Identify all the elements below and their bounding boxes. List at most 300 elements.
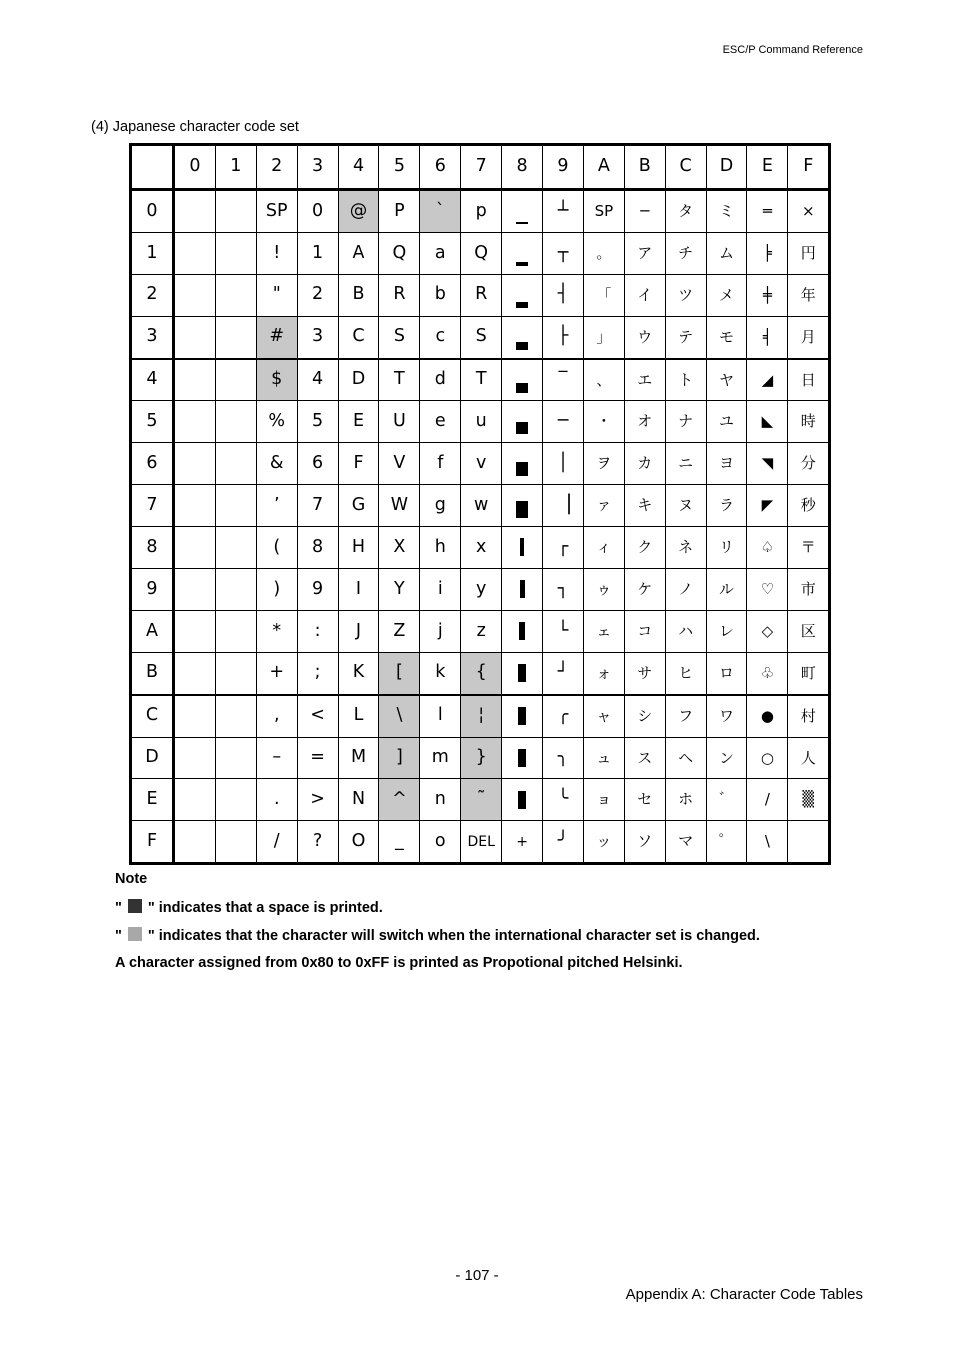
row-header: F [131, 821, 174, 864]
code-cell: l [420, 695, 461, 737]
code-cell: ッ [583, 821, 624, 864]
code-cell [502, 569, 543, 611]
code-cell: DEL [461, 821, 502, 864]
row-header: E [131, 779, 174, 821]
column-header: 8 [502, 145, 543, 190]
code-cell: ヨ [706, 443, 747, 485]
block-glyph-icon [518, 664, 526, 682]
code-cell: ロ [706, 652, 747, 694]
code-cell [174, 569, 216, 611]
column-header: 9 [543, 145, 584, 190]
code-cell: 「 [583, 274, 624, 316]
table-row [131, 401, 830, 443]
code-cell: 年 [788, 274, 830, 316]
code-cell: ン [706, 737, 747, 779]
code-cell: ┴ [543, 190, 584, 233]
code-cell: ◥ [747, 443, 788, 485]
code-cell: / [256, 821, 297, 864]
code-cell: U [379, 401, 420, 443]
code-cell: a [420, 232, 461, 274]
code-cell: レ [706, 610, 747, 652]
code-cell [502, 359, 543, 401]
note-switch-text: " indicates that the character will switch when the international character set is changed. [147, 928, 760, 944]
row-header: B [131, 652, 174, 694]
column-header: F [788, 145, 830, 190]
code-cell: ♤ [747, 527, 788, 569]
code-cell: Q [461, 232, 502, 274]
code-cell: 4 [297, 359, 338, 401]
row-header: 1 [131, 232, 174, 274]
code-cell: ミ [706, 190, 747, 233]
block-glyph-icon [516, 462, 528, 476]
row-header: 2 [131, 274, 174, 316]
corner-cell [131, 145, 174, 190]
block-glyph-icon [518, 791, 526, 809]
code-cell: C [338, 316, 379, 358]
row-header: 0 [131, 190, 174, 233]
code-cell: X [379, 527, 420, 569]
code-cell: ル [706, 569, 747, 611]
code-cell: 区 [788, 610, 830, 652]
code-cell: ╯ [543, 821, 584, 864]
code-cell [174, 190, 216, 233]
code-cell [174, 652, 216, 694]
code-cell: 5 [297, 401, 338, 443]
code-cell: < [297, 695, 338, 737]
code-cell: ヤ [706, 359, 747, 401]
table-row [131, 779, 830, 821]
row-header: 3 [131, 316, 174, 358]
code-cell [174, 316, 216, 358]
code-cell: ┐ [543, 569, 584, 611]
table-row [131, 359, 830, 401]
code-cell: \ [747, 821, 788, 864]
code-cell [215, 274, 256, 316]
code-cell: ァ [583, 485, 624, 527]
code-cell: R [461, 274, 502, 316]
code-cell: ♧ [747, 652, 788, 694]
code-cell: 1 [297, 232, 338, 274]
row-header: D [131, 737, 174, 779]
code-cell [502, 401, 543, 443]
code-cell: ュ [583, 737, 624, 779]
code-cell: ヌ [665, 485, 706, 527]
code-cell: ◤ [747, 485, 788, 527]
code-cell: ソ [624, 821, 665, 864]
block-glyph-icon [516, 302, 528, 308]
column-header: E [747, 145, 788, 190]
table-row [131, 485, 830, 527]
row-header: 7 [131, 485, 174, 527]
code-cell: イ [624, 274, 665, 316]
code-cell: ) [256, 569, 297, 611]
code-cell: ` [420, 190, 461, 233]
code-cell: \ [379, 695, 420, 737]
code-cell [215, 695, 256, 737]
code-cell: ォ [583, 652, 624, 694]
code-cell: K [338, 652, 379, 694]
column-header: 5 [379, 145, 420, 190]
code-cell: G [338, 485, 379, 527]
header-row [131, 145, 830, 190]
code-cell: S [461, 316, 502, 358]
code-cell: T [379, 359, 420, 401]
code-cell: > [297, 779, 338, 821]
column-header: 2 [256, 145, 297, 190]
code-cell: ア [624, 232, 665, 274]
code-cell: ├ [543, 316, 584, 358]
code-cell: テ [665, 316, 706, 358]
code-cell: ヘ [665, 737, 706, 779]
code-cell: ] [379, 737, 420, 779]
header-title: ESC/P Command Reference [722, 44, 863, 56]
code-cell [174, 443, 216, 485]
code-cell: h [420, 527, 461, 569]
code-cell: p [461, 190, 502, 233]
grey-swatch-icon [128, 927, 142, 941]
code-cell: [ [379, 652, 420, 694]
code-cell: フ [665, 695, 706, 737]
code-cell [215, 401, 256, 443]
column-header: D [706, 145, 747, 190]
code-cell: N [338, 779, 379, 821]
code-cell: ┘ [543, 652, 584, 694]
code-cell: オ [624, 401, 665, 443]
code-cell: ィ [583, 527, 624, 569]
code-cell: k [420, 652, 461, 694]
code-cell: B [338, 274, 379, 316]
code-cell: ! [256, 232, 297, 274]
code-cell: 0 [297, 190, 338, 233]
row-header: C [131, 695, 174, 737]
code-cell: ラ [706, 485, 747, 527]
column-header: 1 [215, 145, 256, 190]
code-cell: " [256, 274, 297, 316]
code-cell [174, 232, 216, 274]
code-cell [502, 695, 543, 737]
table-caption: (4) Japanese character code set [91, 119, 299, 135]
page-number: - 107 - [455, 1267, 499, 1284]
code-cell: SP [256, 190, 297, 233]
row-header: A [131, 610, 174, 652]
code-cell: ム [706, 232, 747, 274]
code-cell: チ [665, 232, 706, 274]
code-cell: ( [256, 527, 297, 569]
code-cell: f [420, 443, 461, 485]
note-helsinki: A character assigned from 0x80 to 0xFF is printed as Propotional pitched Helsinki. [115, 955, 683, 971]
code-cell: V [379, 443, 420, 485]
code-cell [215, 316, 256, 358]
code-cell: g [420, 485, 461, 527]
code-cell [215, 359, 256, 401]
block-glyph-icon [519, 622, 525, 640]
code-cell: ネ [665, 527, 706, 569]
code-cell [174, 359, 216, 401]
code-cell: _ [379, 821, 420, 864]
code-cell: ニ [665, 443, 706, 485]
code-cell: ─ [624, 190, 665, 233]
code-cell: m [420, 737, 461, 779]
code-cell: 秒 [788, 485, 830, 527]
code-cell: ナ [665, 401, 706, 443]
code-cell: ╭ [543, 695, 584, 737]
code-cell: エ [624, 359, 665, 401]
code-cell: 人 [788, 737, 830, 779]
code-cell: * [256, 610, 297, 652]
table-row [131, 190, 830, 233]
code-cell: w [461, 485, 502, 527]
footer-title: Appendix A: Character Code Tables [625, 1286, 863, 1303]
block-glyph-icon [518, 749, 526, 767]
code-cell [174, 821, 216, 864]
code-cell: ▒ [788, 779, 830, 821]
block-glyph-icon [516, 422, 528, 434]
column-header: 4 [338, 145, 379, 190]
code-cell: ウ [624, 316, 665, 358]
code-cell: + [256, 652, 297, 694]
code-cell: ╞ [747, 232, 788, 274]
code-cell: # [256, 316, 297, 358]
table-row [131, 232, 830, 274]
code-cell: ノ [665, 569, 706, 611]
code-cell: j [420, 610, 461, 652]
code-cell: ス [624, 737, 665, 779]
code-cell: コ [624, 610, 665, 652]
column-header: 6 [420, 145, 461, 190]
code-cell: Y [379, 569, 420, 611]
code-cell: セ [624, 779, 665, 821]
code-cell: 9 [297, 569, 338, 611]
code-cell: J [338, 610, 379, 652]
code-cell [502, 610, 543, 652]
table-row [131, 443, 830, 485]
code-cell: ゥ [583, 569, 624, 611]
code-cell: L [338, 695, 379, 737]
code-cell: ハ [665, 610, 706, 652]
code-cell: 日 [788, 359, 830, 401]
code-cell [174, 737, 216, 779]
code-cell: / [747, 779, 788, 821]
code-cell: ‾ [543, 359, 584, 401]
code-cell: ◣ [747, 401, 788, 443]
block-glyph-icon [516, 383, 528, 393]
code-cell: サ [624, 652, 665, 694]
code-cell: – [256, 737, 297, 779]
code-cell: ┌ [543, 527, 584, 569]
code-cell: i [420, 569, 461, 611]
table-row [131, 652, 830, 694]
quote-open: " [115, 928, 122, 944]
code-cell: 。 [583, 232, 624, 274]
code-cell: 時 [788, 401, 830, 443]
code-cell: e [420, 401, 461, 443]
table-row [131, 695, 830, 737]
table-row [131, 316, 830, 358]
code-cell [174, 401, 216, 443]
code-cell: 円 [788, 232, 830, 274]
block-glyph-icon [518, 707, 526, 725]
code-cell: │ [543, 443, 584, 485]
code-cell: モ [706, 316, 747, 358]
code-cell [215, 232, 256, 274]
code-cell: = [297, 737, 338, 779]
code-cell: v [461, 443, 502, 485]
table-row [131, 527, 830, 569]
block-glyph-icon [516, 222, 528, 224]
row-header: 8 [131, 527, 174, 569]
code-cell: ? [297, 821, 338, 864]
code-cell [502, 527, 543, 569]
code-cell [215, 485, 256, 527]
code-cell [502, 232, 543, 274]
code-cell: z [461, 610, 502, 652]
code-cell: d [420, 359, 461, 401]
code-cell: ヒ [665, 652, 706, 694]
code-cell: 8 [297, 527, 338, 569]
code-cell [215, 569, 256, 611]
column-header: 7 [461, 145, 502, 190]
code-cell [174, 527, 216, 569]
code-cell: ╪ [747, 274, 788, 316]
code-cell [502, 737, 543, 779]
code-cell: W [379, 485, 420, 527]
code-cell: P [379, 190, 420, 233]
code-cell: A [338, 232, 379, 274]
code-cell [215, 443, 256, 485]
code-cell: メ [706, 274, 747, 316]
code-cell: └ [543, 610, 584, 652]
code-cell [215, 737, 256, 779]
code-cell: ツ [665, 274, 706, 316]
code-cell [215, 190, 256, 233]
code-cell: c [420, 316, 461, 358]
code-cell: ホ [665, 779, 706, 821]
code-cell: n [420, 779, 461, 821]
code-cell: ○ [747, 737, 788, 779]
code-cell: ▕ [543, 485, 584, 527]
code-cell: ˜ [461, 779, 502, 821]
table-row [131, 274, 830, 316]
code-cell: ・ [583, 401, 624, 443]
code-cell: 〒 [788, 527, 830, 569]
code-cell: キ [624, 485, 665, 527]
code-cell: ユ [706, 401, 747, 443]
note-space-text: " indicates that a space is printed. [147, 900, 383, 916]
column-header: 3 [297, 145, 338, 190]
code-cell: & [256, 443, 297, 485]
table-row [131, 821, 830, 864]
code-cell [215, 821, 256, 864]
code-cell: ┬ [543, 232, 584, 274]
code-cell: 町 [788, 652, 830, 694]
code-cell: カ [624, 443, 665, 485]
code-cell: 分 [788, 443, 830, 485]
code-cell: ─ [543, 401, 584, 443]
code-cell [215, 779, 256, 821]
code-cell: { [461, 652, 502, 694]
code-cell [502, 274, 543, 316]
code-cell: % [256, 401, 297, 443]
code-cell [502, 485, 543, 527]
code-cell: E [338, 401, 379, 443]
code-cell: O [338, 821, 379, 864]
code-cell: × [788, 190, 830, 233]
row-header: 4 [131, 359, 174, 401]
code-cell: . [256, 779, 297, 821]
code-cell: R [379, 274, 420, 316]
code-cell: ^ [379, 779, 420, 821]
code-cell: ト [665, 359, 706, 401]
code-cell [215, 610, 256, 652]
code-cell: F [338, 443, 379, 485]
code-cell [215, 527, 256, 569]
code-cell: ヲ [583, 443, 624, 485]
quote-open: " [115, 900, 122, 916]
column-header: C [665, 145, 706, 190]
block-glyph-icon [520, 538, 524, 556]
code-cell: @ [338, 190, 379, 233]
code-cell: ケ [624, 569, 665, 611]
code-cell [174, 695, 216, 737]
block-glyph-icon [516, 501, 528, 518]
dark-swatch-icon [128, 899, 142, 913]
code-cell: S [379, 316, 420, 358]
code-cell [502, 652, 543, 694]
code-cell: : [297, 610, 338, 652]
code-cell: 2 [297, 274, 338, 316]
code-cell [215, 652, 256, 694]
code-cell: ャ [583, 695, 624, 737]
code-cell: 」 [583, 316, 624, 358]
code-cell: o [420, 821, 461, 864]
code-cell [174, 779, 216, 821]
code-cell [502, 190, 543, 233]
code-cell: ◇ [747, 610, 788, 652]
code-cell [502, 443, 543, 485]
row-header: 6 [131, 443, 174, 485]
note-title: Note [115, 871, 148, 887]
code-cell: ╮ [543, 737, 584, 779]
column-header: 0 [174, 145, 216, 190]
code-cell [174, 274, 216, 316]
code-cell [788, 821, 830, 864]
code-cell: ╡ [747, 316, 788, 358]
code-cell: シ [624, 695, 665, 737]
code-cell: 7 [297, 485, 338, 527]
code-cell: ◢ [747, 359, 788, 401]
code-cell: ワ [706, 695, 747, 737]
code-cell: ╰ [543, 779, 584, 821]
code-cell: I [338, 569, 379, 611]
code-cell: ョ [583, 779, 624, 821]
code-cell: SP [583, 190, 624, 233]
code-cell [174, 610, 216, 652]
column-header: A [583, 145, 624, 190]
code-cell: x [461, 527, 502, 569]
block-glyph-icon [516, 342, 528, 350]
code-cell: ; [297, 652, 338, 694]
code-cell: ● [747, 695, 788, 737]
row-header: 5 [131, 401, 174, 443]
note-space [115, 899, 383, 916]
code-cell: タ [665, 190, 706, 233]
code-cell [502, 779, 543, 821]
code-cell: 6 [297, 443, 338, 485]
code-cell: b [420, 274, 461, 316]
row-header: 9 [131, 569, 174, 611]
table-row [131, 737, 830, 779]
code-cell: ェ [583, 610, 624, 652]
